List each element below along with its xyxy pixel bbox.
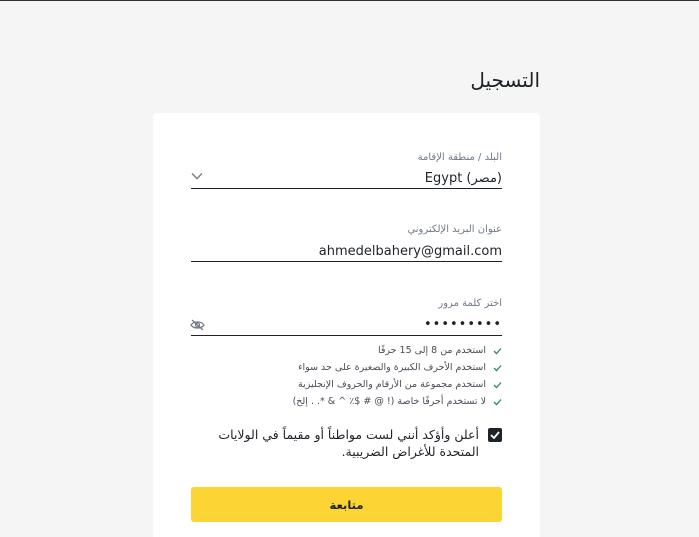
registration-card xyxy=(153,113,540,537)
password-rule xyxy=(293,376,502,393)
tax-declaration xyxy=(184,426,502,460)
password-underline xyxy=(191,335,502,336)
tax-declaration-text: أعلن وأؤكد أنني لست مواطناً أو مقيماً في الولايات المتحدة للأغراض الضريبية. xyxy=(218,427,479,459)
email-field[interactable]: ahmedelbahery@gmail.com xyxy=(318,244,502,259)
password-rule-text: استخدم من 8 إلى 15 حرفًا xyxy=(377,345,486,356)
continue-button[interactable]: متابعة xyxy=(191,487,502,522)
email-underline xyxy=(191,261,502,262)
country-underline xyxy=(191,188,502,189)
password-rule xyxy=(293,393,502,410)
check-icon xyxy=(493,398,502,406)
check-icon xyxy=(493,381,502,389)
chevron-down-icon[interactable] xyxy=(191,172,203,180)
password-rules xyxy=(293,342,502,410)
check-icon xyxy=(490,431,500,439)
country-select[interactable]: Egypt (مصر) xyxy=(424,171,502,186)
email-label: عنوان البريد الإلكتروني xyxy=(407,224,502,235)
check-icon xyxy=(493,347,502,355)
password-label: اختر كلمة مرور xyxy=(438,298,502,309)
password-rule xyxy=(293,359,502,376)
page-title: التسجيل xyxy=(470,68,540,92)
tax-declaration-checkbox[interactable] xyxy=(488,428,502,442)
password-rule-text: لا تستخدم أحرفًا خاصة (! @ # $٪ ^ & *. . إلخ) xyxy=(292,396,486,407)
password-field[interactable]: ••••••••• xyxy=(423,317,502,332)
password-rule-text: استخدم مجموعة من الأرقام والحروف الإنجليزية xyxy=(298,379,486,390)
password-rule-text: استخدم الأحرف الكبيرة والصغيرة على حد سواء xyxy=(298,362,486,373)
check-icon xyxy=(493,364,502,372)
top-border xyxy=(0,0,699,1)
eye-slash-icon[interactable] xyxy=(190,319,205,331)
password-rule xyxy=(293,342,502,359)
country-label: البلد / منطقة الإقامة xyxy=(417,152,502,163)
